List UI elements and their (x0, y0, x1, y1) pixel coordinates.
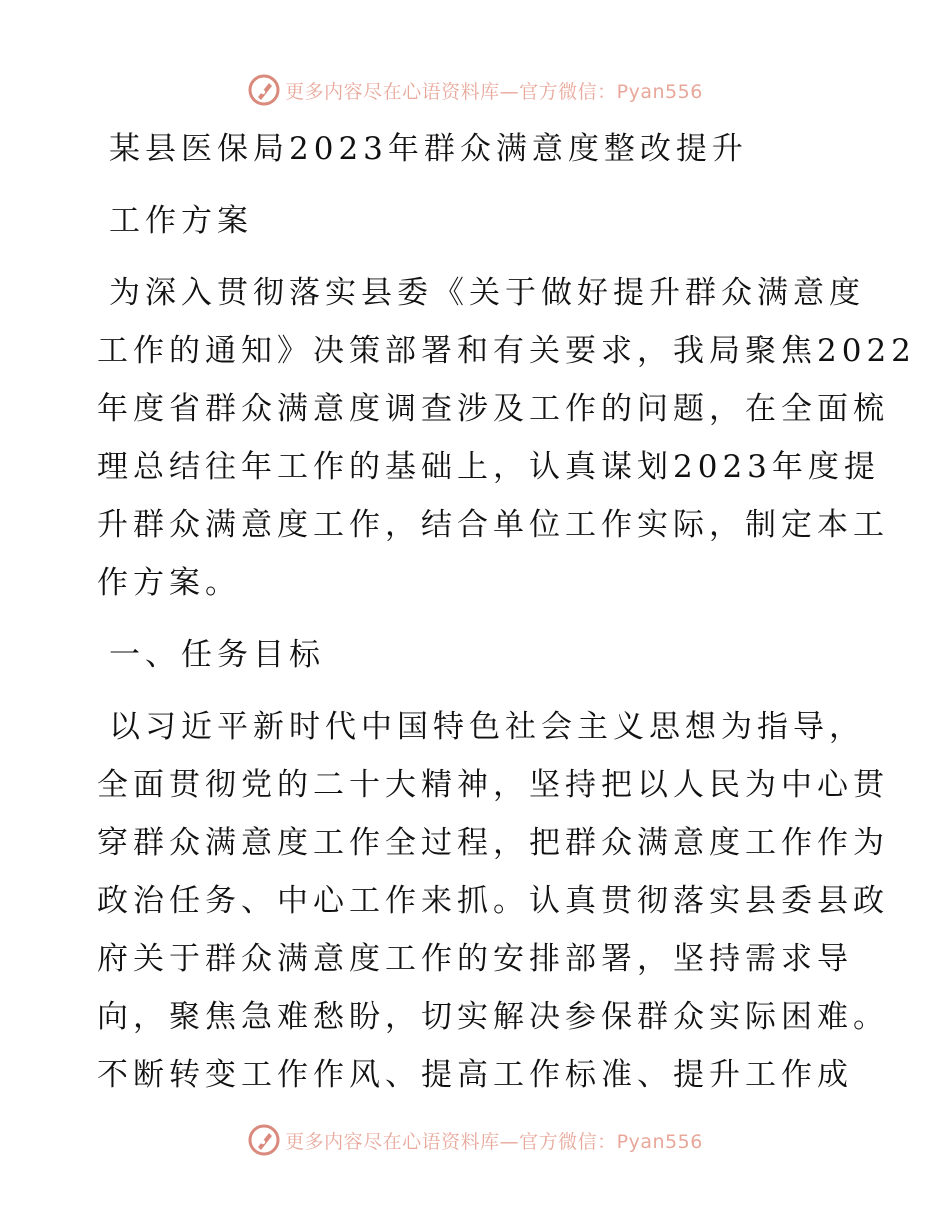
document-title-line-1: 某县医保局2023年群众满意度整改提升 (109, 131, 748, 167)
document-title-line-2: 工作方案 (109, 203, 253, 239)
section1-line-1: 以习近平新时代中国特色社会主义思想为指导， (109, 709, 865, 745)
intro-line-1: 为深入贯彻落实县委《关于做好提升群众满意度 (109, 275, 865, 311)
watermark-header (0, 70, 950, 110)
watermark-text: 更多内容尽在心语资料库—官方微信：Pyan556 (285, 1130, 703, 1153)
section1-line-3: 穿群众满意度工作全过程，把群众满意度工作作为 (97, 825, 889, 861)
section1-line-5: 府关于群众满意度工作的安排部署，坚持需求导 (97, 941, 853, 977)
intro-line-4: 理总结往年工作的基础上，认真谋划2023年度提 (97, 449, 880, 485)
section1-line-6: 向，聚焦急难愁盼，切实解决参保群众实际困难。 (97, 999, 889, 1035)
document-body (97, 120, 916, 1104)
intro-line-6: 作方案。 (97, 565, 241, 601)
section-heading-task-goals: 一、任务目标 (109, 637, 325, 673)
intro-line-2: 工作的通知》决策部署和有关要求，我局聚焦2022 (97, 333, 916, 369)
pen-nib-circle-icon (247, 73, 281, 107)
section1-line-2: 全面贯彻党的二十大精神，坚持把以人民为中心贯 (97, 767, 889, 803)
watermark-footer (0, 1120, 950, 1160)
section1-line-4: 政治任务、中心工作来抓。认真贯彻落实县委县政 (97, 883, 889, 919)
pen-nib-circle-icon (247, 1123, 281, 1157)
section1-line-7: 不断转变工作作风、提高工作标准、提升工作成 (97, 1057, 853, 1093)
intro-line-5: 升群众满意度工作，结合单位工作实际，制定本工 (97, 507, 889, 543)
intro-line-3: 年度省群众满意度调查涉及工作的问题，在全面梳 (97, 391, 889, 427)
watermark-text: 更多内容尽在心语资料库—官方微信：Pyan556 (285, 80, 703, 103)
